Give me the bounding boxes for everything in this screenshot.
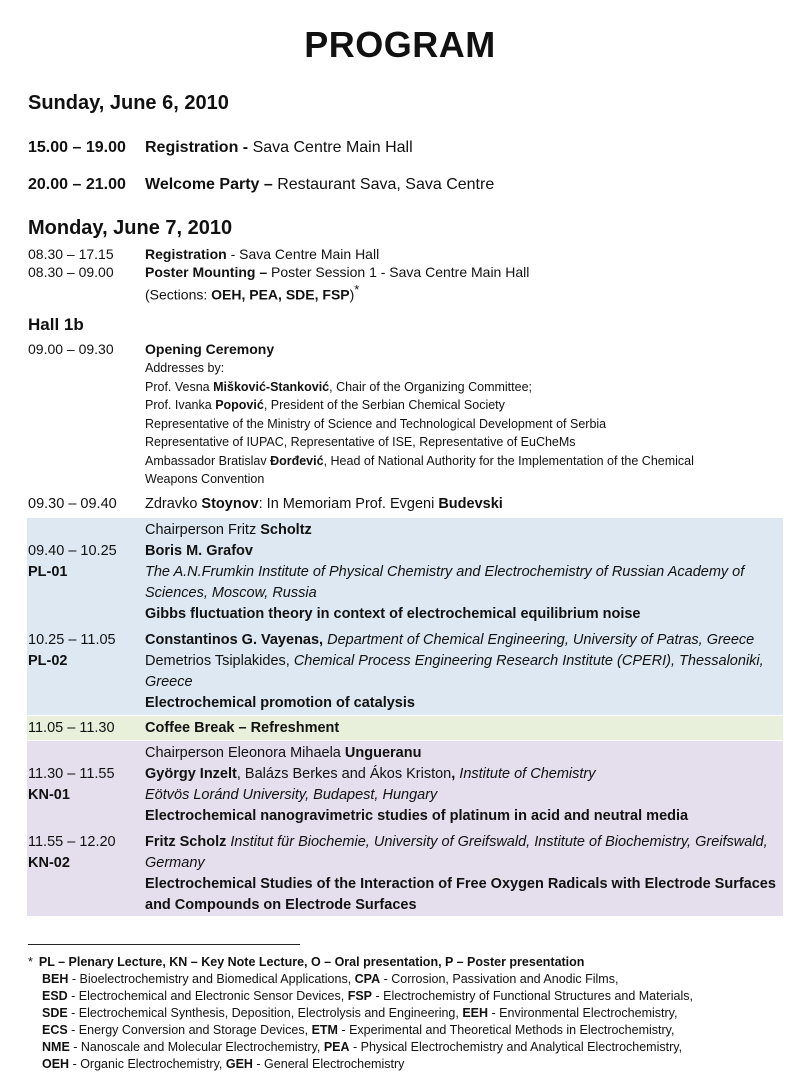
talk-code: KN-01	[28, 787, 70, 803]
affiliation: Institute of Chemistry	[455, 766, 596, 782]
footnote-abbreviation-line	[28, 1056, 788, 1073]
affiliation: Department of Chemical Engineering, University of Patras, Greece	[323, 632, 755, 648]
abbreviation-description: - General Electrochemistry	[252, 1057, 405, 1071]
affiliation: Chemical Process Engineering Research Institute (CPERI), Thessaloniki, Greece	[145, 653, 764, 690]
footnote-abbreviation-line	[28, 988, 788, 1005]
speaker-name: Boris M. Grafov	[145, 543, 253, 559]
event-name: Registration	[145, 246, 227, 262]
event-place: Restaurant Sava, Sava Centre	[272, 176, 495, 193]
abbreviation: GEH	[225, 1057, 253, 1071]
speaker-name: Demetrios Tsiplakides,	[145, 653, 294, 669]
talk-code: PL-01	[28, 564, 68, 580]
time: 09.30 – 09.40	[28, 496, 117, 512]
talk-title: Gibbs fluctuation theory in context of electrochemical equilibrium noise	[145, 606, 641, 622]
abbreviation-description: - Bioelectrochemistry and Biomedical Applications,	[68, 972, 355, 986]
day-heading-monday: Monday, June 7, 2010	[28, 217, 233, 239]
time: 08.30 – 09.00	[28, 264, 114, 280]
address-line: Prof. Vesna Mišković-Stanković, Chair of the Organizing Committee;	[145, 379, 532, 394]
time: 15.00 – 19.00	[28, 139, 126, 156]
memoriam-row: 09.30 – 09.40 Zdravko Stoynov: In Memoriam Prof. Evgeni Budevski	[28, 494, 783, 515]
sections-suffix: )	[349, 286, 355, 303]
talk-title: Electrochemical nanogravimetric studies of platinum in acid and neutral media	[145, 808, 689, 824]
time: 09.00 – 09.30	[28, 341, 114, 357]
talk-code: PL-02	[28, 653, 68, 669]
abbreviation: ESD	[42, 989, 68, 1003]
speaker-name: Stoynov	[201, 496, 259, 512]
honoree-name: Budevski	[438, 496, 503, 512]
footnote-abbreviation-line	[28, 971, 788, 988]
address-line: Prof. Ivanka Popović, President of the Serbian Chemical Society	[145, 398, 505, 412]
abbreviation: CPA	[354, 972, 381, 986]
abbreviation-description: - Corrosion, Passivation and Anodic Films,	[380, 972, 619, 986]
abbreviation: NME	[42, 1040, 70, 1054]
abbreviation: ECS	[42, 1023, 68, 1037]
event-name: Opening Ceremony	[145, 341, 275, 357]
addresses-label: Addresses by:	[145, 361, 225, 375]
hall-heading: Hall 1b	[28, 315, 84, 334]
footnote-abbreviation-line	[28, 1022, 788, 1039]
time: 11.05 – 11.30	[28, 720, 115, 736]
affiliation: The A.N.Frumkin Institute of Physical Chemistry and Electrochemistry of Russian Academy of Sciences, Moscow, Russia	[145, 564, 745, 601]
speaker-name: Fritz Scholz	[145, 834, 227, 850]
abbreviation-description: - Electrochemical and Electronic Sensor Devices,	[67, 989, 348, 1003]
address-line: Ambassador Bratislav Đorđević, Head of National Authority for the Implementation of the Chemical	[145, 453, 694, 468]
sunday-welcome-row	[28, 176, 494, 194]
time: 08.30 – 17.15	[28, 246, 114, 262]
abbreviation: PEA	[323, 1040, 350, 1054]
footnote-divider	[28, 944, 300, 945]
abbreviation-description: - Organic Electrochemistry,	[69, 1057, 226, 1071]
abbreviation-description: - Electrochemical Synthesis, Deposition, Electrolysis and Engineering,	[67, 1006, 463, 1020]
address-line: Representative of IUPAC, Representative of ISE, Representative of EuCheMs	[145, 435, 576, 449]
footnote-abbreviation-line	[28, 1039, 788, 1056]
footnote-abbreviation-line	[28, 1005, 788, 1022]
talk-title: Electrochemical promotion of catalysis	[145, 695, 415, 711]
talk-code: KN-02	[28, 855, 70, 871]
address-line: Representative of the Ministry of Science and Technological Development of Serbia	[145, 416, 607, 431]
event-name: Coffee Break – Refreshment	[145, 720, 340, 736]
speaker-name: György Inzelt	[145, 766, 237, 782]
event-place: Poster Session 1 - Sava Centre Main Hall	[267, 264, 530, 280]
sunday-registration-row	[28, 139, 413, 157]
abbreviation-description: - Environmental Electrochemistry,	[488, 1006, 678, 1020]
footnote	[28, 954, 788, 1073]
page-title: PROGRAM	[304, 24, 496, 65]
abbreviation: FSP	[347, 989, 372, 1003]
event-place: Sava Centre Main Hall	[248, 139, 413, 156]
abbreviation: ETM	[311, 1023, 338, 1037]
sections-list: OEH, PEA, SDE, FSP	[211, 286, 350, 303]
affiliation: Eötvös Loránd University, Budapest, Hungary	[145, 787, 438, 803]
footnote-marker: *	[354, 282, 360, 297]
abbreviation-description: - Nanoscale and Molecular Electrochemistry,	[69, 1040, 324, 1054]
abbreviation-description: - Physical Electrochemistry and Analytical Electrochemistry,	[349, 1040, 683, 1054]
event-name: Welcome Party –	[145, 176, 273, 193]
address-line: Weapons Convention	[145, 472, 265, 486]
abbreviation: BEH	[42, 972, 69, 986]
affiliation: Institut für Biochemie, University of Greifswald, Institute of Biochemistry, Greifswald, Germany	[145, 834, 768, 871]
event-name: Registration -	[145, 139, 249, 156]
abbreviation: EEH	[462, 1006, 489, 1020]
sections-prefix: (Sections:	[145, 286, 212, 303]
talk-title: Electrochemical Studies of the Interaction of Free Oxygen Radicals with Electrode Surfaces and Compounds on Electrode Surfaces	[145, 876, 776, 913]
time: 09.40 – 10.25	[28, 543, 117, 559]
footnote-legend: * PL – Plenary Lecture, KN – Key Note Lecture, O – Oral presentation, P – Poster presentation	[28, 955, 585, 969]
abbreviation-description: - Experimental and Theoretical Methods in Electrochemistry,	[337, 1023, 675, 1037]
day-heading-sunday: Sunday, June 6, 2010	[28, 92, 229, 114]
time: 11.30 – 11.55	[28, 766, 115, 782]
abbreviation: OEH	[42, 1057, 70, 1071]
event-name: Poster Mounting –	[145, 264, 268, 280]
abbreviation-description: - Energy Conversion and Storage Devices,	[67, 1023, 312, 1037]
time: 10.25 – 11.05	[28, 632, 116, 648]
event-place: - Sava Centre Main Hall	[226, 246, 380, 262]
time: 11.55 – 12.20	[28, 834, 116, 850]
time: 20.00 – 21.00	[28, 176, 126, 193]
speaker-name: Constantinos G. Vayenas,	[145, 632, 324, 648]
abbreviation: SDE	[42, 1006, 68, 1020]
abbreviation-description: - Electrochemistry of Functional Structures and Materials,	[372, 989, 693, 1003]
